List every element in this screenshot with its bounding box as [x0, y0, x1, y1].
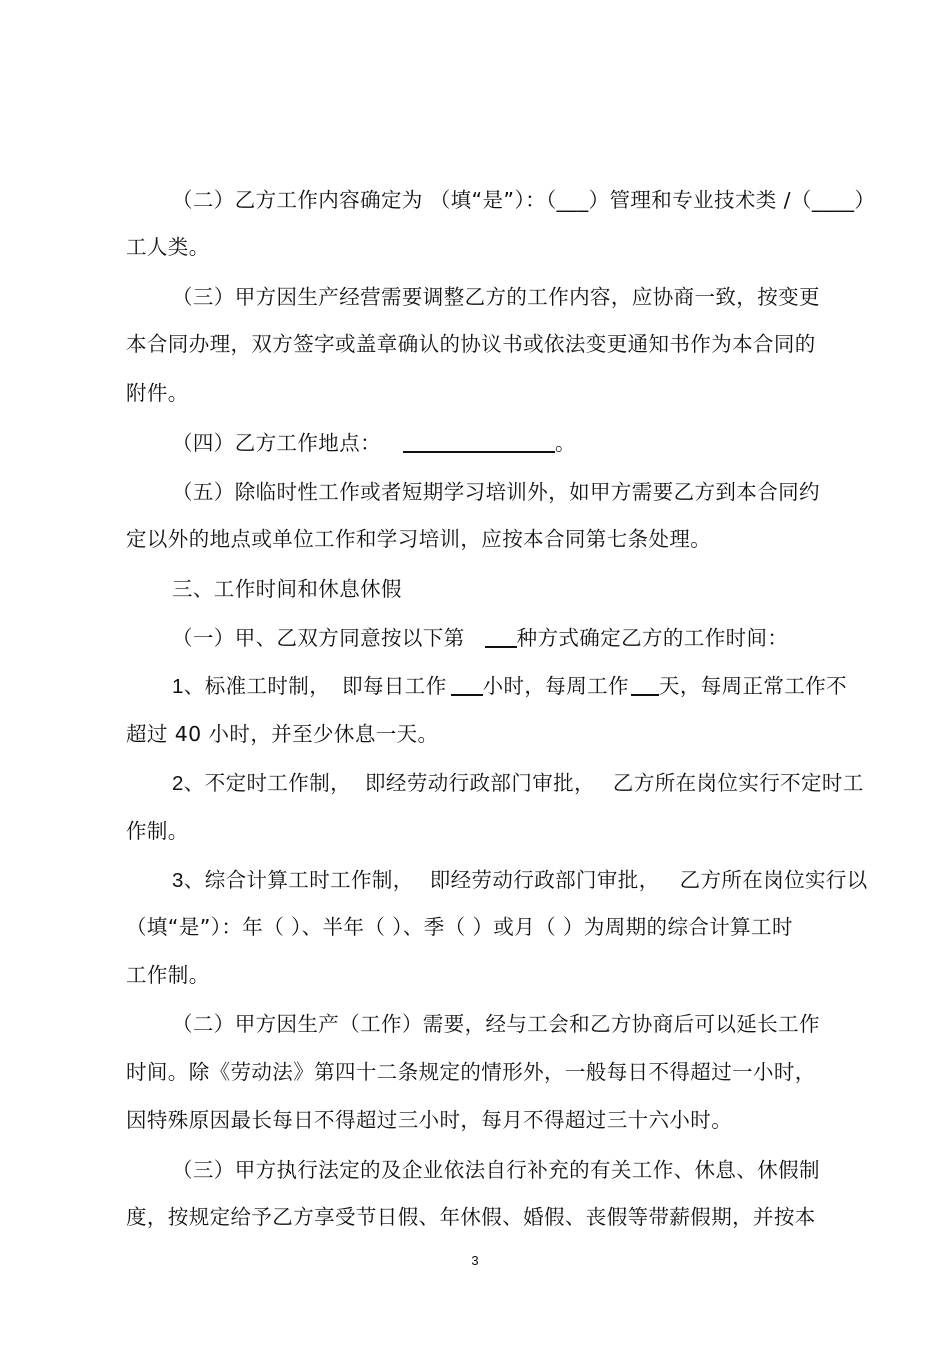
page-number: 3 [471, 1253, 479, 1268]
comprehensive-hours-line-2: （填“是”）：年（ ）、半年（ ）、季（ ）或月（ ）为周期的综合计算工时 [126, 915, 793, 939]
daily-hours-blank [451, 674, 483, 696]
work-location-blank [403, 431, 555, 453]
clause-3-2-line-1: （二）甲方因生产（工作）需要，经与工会和乙方协商后可以延长工作 [172, 1012, 820, 1036]
weekly-days-blank [631, 674, 659, 696]
clause-3-3-line-2: 度，按规定给予乙方享受节日假、年休假、婚假、丧假等带薪假期，并按本 [126, 1205, 816, 1229]
clause-2-2-line-2: 工人类。 [126, 235, 210, 259]
flexible-hours-line-1: 2、不定时工作制， 即经劳动行政部门审批， 乙方所在岗位实行不定时工 [172, 771, 864, 795]
comprehensive-hours-line-3: 工作制。 [126, 963, 210, 987]
flexible-hours-line-2: 作制。 [126, 819, 189, 843]
clause-3-1-line: （一）甲、乙双方同意按以下第 种方式确定乙方的工作时间： [172, 626, 789, 650]
standard-hours-line-2: 超过 40 小时，并至少休息一天。 [126, 722, 439, 746]
clause-3-3-line-1: （三）甲方执行法定的及企业依法自行补充的有关工作、休息、休假制 [172, 1158, 820, 1182]
work-location-end: 。 [555, 431, 576, 455]
clause-3-2-line-3: 因特殊原因最长每日不得超过三小时，每月不得超过三十六小时。 [126, 1108, 733, 1132]
clause-2-3-line-2: 本合同办理，双方签字或盖章确认的协议书或依法变更通知书作为本合同的 [126, 332, 816, 356]
clause-3-2-line-2: 时间。除《劳动法》第四十二条规定的情形外，一般每日不得超过一小时， [126, 1060, 816, 1084]
clause-2-5-line-2: 定以外的地点或单位工作和学习培训，应按本合同第七条处理。 [126, 527, 712, 551]
standard-hours-line-1: 1、标准工时制， 即每日工作 小时，每周工作 天，每周正常工作不 [172, 674, 848, 698]
work-location-label: （四）乙方工作地点： [172, 431, 381, 455]
comprehensive-hours-line-1: 3、综合计算工时工作制， 即经劳动行政部门审批， 乙方所在岗位实行以 [172, 868, 868, 892]
clause-2-5-line-1: （五）除临时性工作或者短期学习培训外，如甲方需要乙方到本合同约 [172, 480, 820, 504]
clause-2-4-line [172, 429, 576, 457]
clause-2-3-line-3: 附件。 [126, 381, 189, 405]
clause-2-2-line-1: （二）乙方工作内容确定为 （填“是”）：（___）管理和专业技术类 /（____） [172, 188, 876, 212]
method-number-blank [485, 626, 517, 648]
section-3-heading: 三、工作时间和休息休假 [172, 577, 402, 601]
clause-2-3-line-1: （三）甲方因生产经营需要调整乙方的工作内容，应协商一致，按变更 [172, 285, 820, 309]
